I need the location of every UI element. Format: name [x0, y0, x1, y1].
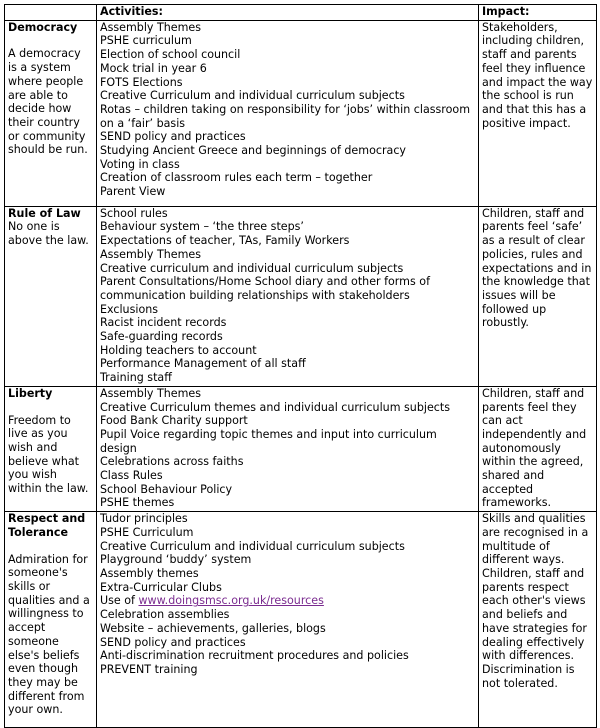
activity-item: Creative Curriculum and individual curriculum subjects: [100, 89, 405, 103]
activity-item: Behaviour system – ‘the three steps’: [100, 220, 304, 234]
value-cell: [5, 20, 97, 206]
activity-item: SEND policy and practices: [100, 130, 246, 144]
resources-link[interactable]: www.doingsmsc.org.uk/resources: [138, 594, 324, 608]
activity-item: PSHE curriculum: [100, 34, 192, 48]
impact-cell: Children, staff and parents feel ‘safe’ as a result of clear policies, rules and expectations and in the knowledge that issues will be followed up robustly.: [479, 206, 597, 386]
row-rule-of-law: [5, 206, 597, 386]
row-democracy: [5, 20, 597, 206]
activity-item: Playground ‘buddy’ system: [100, 553, 252, 567]
activity-item: Celebration assemblies: [100, 608, 230, 622]
activities-cell: [97, 512, 479, 728]
row-respect-and-tolerance: [5, 512, 597, 728]
activity-item: Assembly themes: [100, 566, 199, 580]
activity-item: Creative Curriculum themes and individual curriculum subjects: [100, 400, 451, 414]
value-name: Respect and Tolerance: [8, 512, 86, 539]
activity-item: Food Bank Charity support: [100, 414, 248, 428]
value-name: Democracy: [8, 20, 78, 34]
header-activities: Activities:: [97, 5, 479, 21]
activity-item: Assembly Themes: [100, 20, 202, 34]
activity-item: Performance Management of all staff: [100, 357, 306, 371]
activity-item: Anti-discrimination recruitment procedures and policies: [100, 649, 409, 663]
activity-item: Website – achievements, galleries, blogs: [100, 621, 326, 635]
activity-item: Safe-guarding records: [100, 330, 223, 344]
activity-item: Training staff: [100, 371, 172, 385]
impact-cell: Skills and qualities are recognised in a multitude of different ways. Children, staff and parents respect each other's views and beliefs and have strategies for dealing effectively with differences. Discrimination is not tolerated.: [479, 512, 597, 728]
value-cell: [5, 206, 97, 386]
activity-item: PREVENT training: [100, 662, 198, 676]
row-liberty: [5, 386, 597, 511]
value-description: Admiration for someone's skills or qualities and a willingness to accept someone else's beliefs even though they may be different from your own.: [8, 552, 90, 717]
activity-item: SEND policy and practices: [100, 635, 246, 649]
activity-item: PSHE Curriculum: [100, 525, 194, 539]
activity-item: Mock trial in year 6: [100, 61, 207, 75]
activity-item: Holding teachers to account: [100, 343, 257, 357]
activity-item-link: [100, 594, 475, 608]
activity-item: Voting in class: [100, 157, 180, 171]
activity-item: Extra-Curricular Clubs: [100, 580, 222, 594]
link-prefix: Use of: [100, 594, 139, 608]
activity-item: Celebrations across faiths: [100, 455, 244, 469]
activity-item: Tudor principles: [100, 512, 188, 526]
value-cell: [5, 386, 97, 511]
activity-item: School Behaviour Policy: [100, 482, 233, 496]
activity-item: Assembly Themes: [100, 386, 202, 400]
activity-item: Parent View: [100, 185, 166, 199]
activity-item: PSHE themes: [100, 496, 175, 510]
value-cell: [5, 512, 97, 728]
values-table: [4, 4, 597, 728]
activities-cell: [97, 206, 479, 386]
activity-item: Exclusions: [100, 302, 159, 316]
header-impact: Impact:: [479, 5, 597, 21]
activity-item: Racist incident records: [100, 316, 227, 330]
value-name: Liberty: [8, 386, 53, 400]
value-description: Freedom to live as you wish and believe what you wish within the law.: [8, 413, 89, 496]
activity-item: Parent Consultations/Home School diary and other forms of communication building relationships with stakeholders: [100, 275, 430, 302]
value-description: No one is above the law.: [8, 220, 89, 248]
activity-item: Class Rules: [100, 469, 163, 483]
activity-item: Creative Curriculum and individual curriculum subjects: [100, 539, 405, 553]
activity-item: School rules: [100, 206, 168, 220]
activity-item: FOTS Elections: [100, 75, 183, 89]
activities-cell: [97, 386, 479, 511]
value-name: Rule of Law: [8, 206, 81, 220]
header-row: [5, 5, 597, 21]
activity-item: Rotas – children taking on responsibility for ‘jobs’ within classroom on a ‘fair’ basis: [100, 102, 470, 130]
activity-item: Expectations of teacher, TAs, Family Workers: [100, 234, 350, 248]
activity-item: Creation of classroom rules each term – together: [100, 171, 373, 185]
activity-item: Studying Ancient Greece and beginnings of democracy: [100, 144, 406, 158]
activity-item: Assembly Themes: [100, 247, 202, 261]
impact-cell: Children, staff and parents feel they can act independently and autonomously within the agreed, shared and accepted frameworks.: [479, 386, 597, 511]
impact-cell: Stakeholders, including children, staff and parents feel they influence and impact the way the school is run and that this has a positive impact.: [479, 20, 597, 206]
activity-item: Election of school council: [100, 48, 241, 62]
activity-item: Creative curriculum and individual curriculum subjects: [100, 261, 404, 275]
header-value: [5, 5, 97, 21]
activities-cell: [97, 20, 479, 206]
activity-item: Pupil Voice regarding topic themes and input into curriculum design: [100, 427, 437, 455]
value-description: A democracy is a system where people are able to decide how their country or community should be run.: [8, 47, 88, 157]
